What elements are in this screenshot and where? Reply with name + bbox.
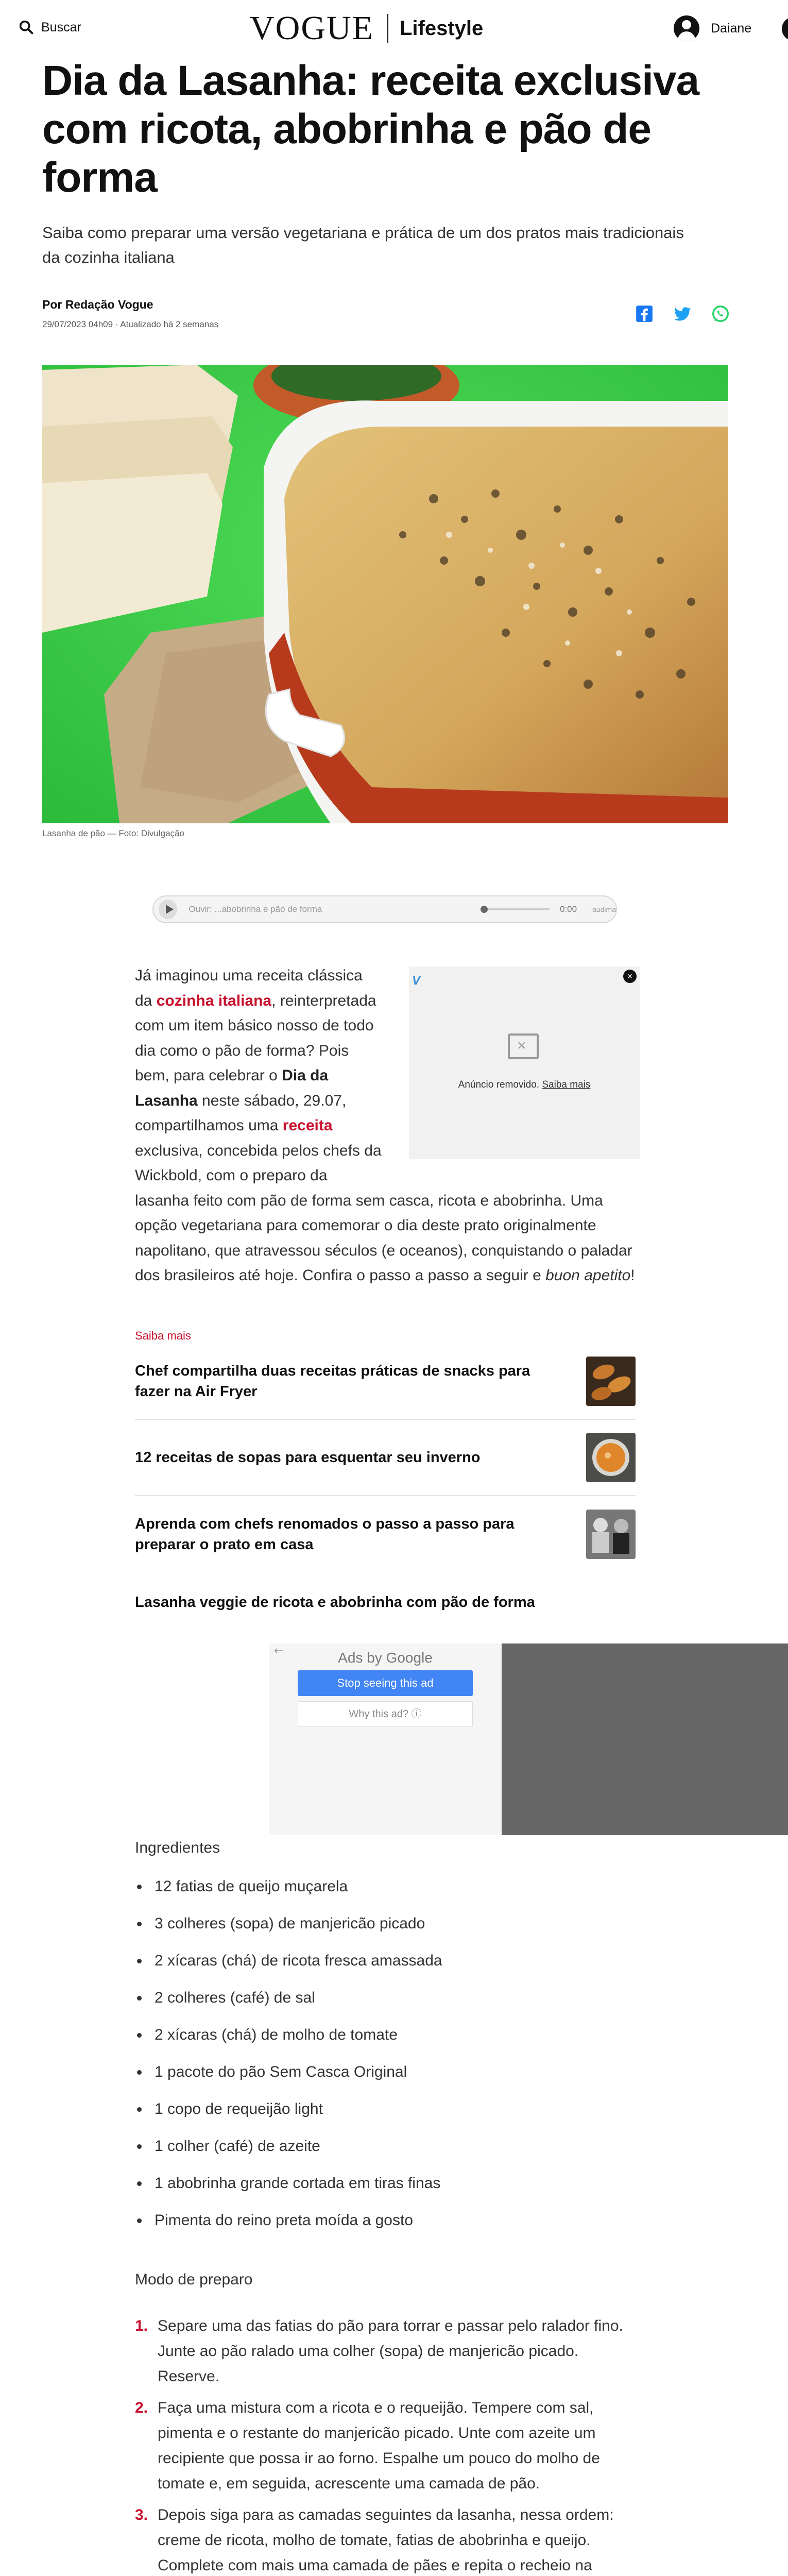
related-article[interactable] [135,1344,636,1420]
facebook-icon[interactable] [635,304,654,324]
site-header [0,0,788,57]
search-label: Buscar [41,20,81,35]
related-article-title[interactable]: Chef compartilha duas receitas práticas de snacks para fazer na Air Fryer [135,1363,530,1400]
ingredient-item: 12 fatias de queijo muçarela [135,1876,442,1913]
share-bar [635,304,730,324]
section-name[interactable]: Lifestyle [399,16,484,40]
ingredients-list [135,1876,442,2247]
whatsapp-icon[interactable] [711,304,730,324]
ingredient-item: 1 colher (café) de azeite [135,2136,442,2173]
cozinha-italiana-link[interactable]: cozinha italiana [156,992,272,1009]
method-steps [135,2313,640,2576]
recipe-heading: Lasanha veggie de ricota e abobrinha com pão de forma [135,1594,535,1611]
audio-progress-knob[interactable] [481,906,488,913]
byline: Por Redação Vogue [42,298,153,311]
menu-icon[interactable] [782,18,788,40]
ingredient-item: 2 xícaras (chá) de molho de tomate [135,2025,442,2062]
related-article-thumbnail[interactable] [586,1357,636,1406]
play-icon[interactable] [159,900,177,919]
lasagna-photo [42,365,728,823]
vogue-logo[interactable]: VOGUE [250,9,374,47]
related-article-title[interactable]: Aprenda com chefs renomados o passo a passo para preparar o prato em casa [135,1516,515,1553]
search-button[interactable] [18,19,81,36]
avatar-icon [674,15,699,41]
ad-learn-more-link[interactable]: Saiba mais [542,1079,591,1090]
audio-time: 0:00 [559,904,577,914]
audio-player [152,895,617,923]
ads-by-google-label: Ads by Google [338,1650,433,1666]
search-icon [18,19,35,36]
ingredient-item: 1 copo de requeijão light [135,2099,442,2136]
ad-removed-label: Anúncio removido. [458,1079,540,1090]
method-step [135,2395,640,2496]
buon-apetito-text: buon apetito [545,1267,631,1284]
removed-ad [409,967,640,1159]
hero-image [42,365,728,823]
ingredient-item: Pimenta do reino preta moída a gosto [135,2210,442,2247]
body-text-2: , reinterpretada com um item básico nosso de todo dia como o pão de forma? Pois bem, para celebrar o [135,992,376,1084]
step-number: 1. [135,2317,148,2334]
ad-logo: V [412,974,421,988]
dia-da-lasanha-text: Dia da Lasanha [135,1067,329,1109]
related-article-thumbnail[interactable] [586,1433,636,1482]
receita-link[interactable]: receita [282,1117,333,1134]
method-step [135,2502,640,2576]
saiba-mais-label: Saiba mais [135,1329,191,1342]
user-name: Daiane [711,21,752,36]
audio-brand[interactable]: audima [592,905,616,913]
related-article[interactable] [135,1420,636,1496]
step-number: 3. [135,2506,148,2523]
ad-removed-text [409,1073,640,1098]
method-step [135,2313,640,2389]
ingredient-item: 3 colheres (sopa) de manjericão picado [135,1913,442,1951]
ingredient-item: 1 abobrinha grande cortada em tiras finas [135,2173,442,2210]
ingredient-item: 2 colheres (café) de sal [135,1988,442,2025]
article-body [135,963,640,1289]
close-icon[interactable]: × [623,970,637,983]
publish-dates: 29/07/2023 04h09 · Atualizado há 2 semanas [42,319,219,329]
step-text: Faça uma mistura com a ricota e o requeijão. Tempere com sal, pimenta e o restante do manjericão picado. Unte com azeite um recipiente que possa ir ao forno. Espalhe um pouco do molho de tomate e, em seguida, acrescente uma camada de pão. [158,2399,600,2492]
article-title: Dia da Lasanha: receita exclusiva com ricota, abobrinha e pão de forma [42,57,699,201]
related-article[interactable] [135,1496,636,1572]
google-ad [269,1643,502,1835]
ingredients-heading: Ingredientes [135,1839,220,1856]
related-article-thumbnail[interactable] [586,1510,636,1559]
step-text: Depois siga para as camadas seguintes da lasanha, nessa ordem: creme de ricota, molho de tomate, fatias de abobrinha e queijo. Complete com mais uma camada de pães e repita o recheio na [158,2506,614,2574]
step-text: Separe uma das fatias do pão para torrar e passar pelo ralador fino. Junte ao pão ralado uma colher (sopa) de manjericão picado. Reserve. [158,2317,623,2385]
body-text-4: exclusiva, concebida pelos chefs da Wickbold, com o preparo da lasanha feito com pão de forma sem casca, ricota e abobrinha. Uma opção vegetariana para comemorar o dia deste prato originalmente napolitano, que atravessou séculos (e oceanos), conquistando o paladar dos brasileiros até hoje. Confira o passo a passo a seguir e [135,1142,632,1284]
stop-seeing-ad-button[interactable]: Stop seeing this ad [298,1670,473,1696]
body-text-5: ! [630,1267,635,1284]
step-number: 2. [135,2399,148,2416]
method-heading: Modo de preparo [135,2271,253,2288]
brand-divider [387,14,388,43]
image-caption: Lasanha de pão — Foto: Divulgação [42,828,184,838]
brand [250,10,483,46]
body-text-1: Já imaginou uma receita clássica da [135,967,363,1009]
article-subtitle: Saiba como preparar uma versão vegetariana e prática de um dos pratos mais tradicionais da cozinha italiana [42,224,684,266]
ingredient-item: 1 pacote do pão Sem Casca Original [135,2062,442,2099]
ad-placeholder-block [502,1643,788,1835]
twitter-icon[interactable] [673,304,692,324]
audio-title: Ouvir: ...abobrinha e pão de forma [189,904,322,914]
body-text-3: neste sábado, 29.07, compartilhamos uma [135,1092,347,1134]
back-arrow-icon[interactable]: ← [274,1645,284,1657]
why-this-ad-button[interactable]: Why this ad? ⓘ [298,1701,473,1727]
related-article-title[interactable]: 12 receitas de sopas para esquentar seu inverno [135,1449,481,1466]
audio-progress-bar[interactable] [481,908,550,910]
ingredient-item: 2 xícaras (chá) de ricota fresca amassada [135,1951,442,1988]
image-placeholder-icon [508,1033,539,1059]
user-menu[interactable] [674,15,751,41]
